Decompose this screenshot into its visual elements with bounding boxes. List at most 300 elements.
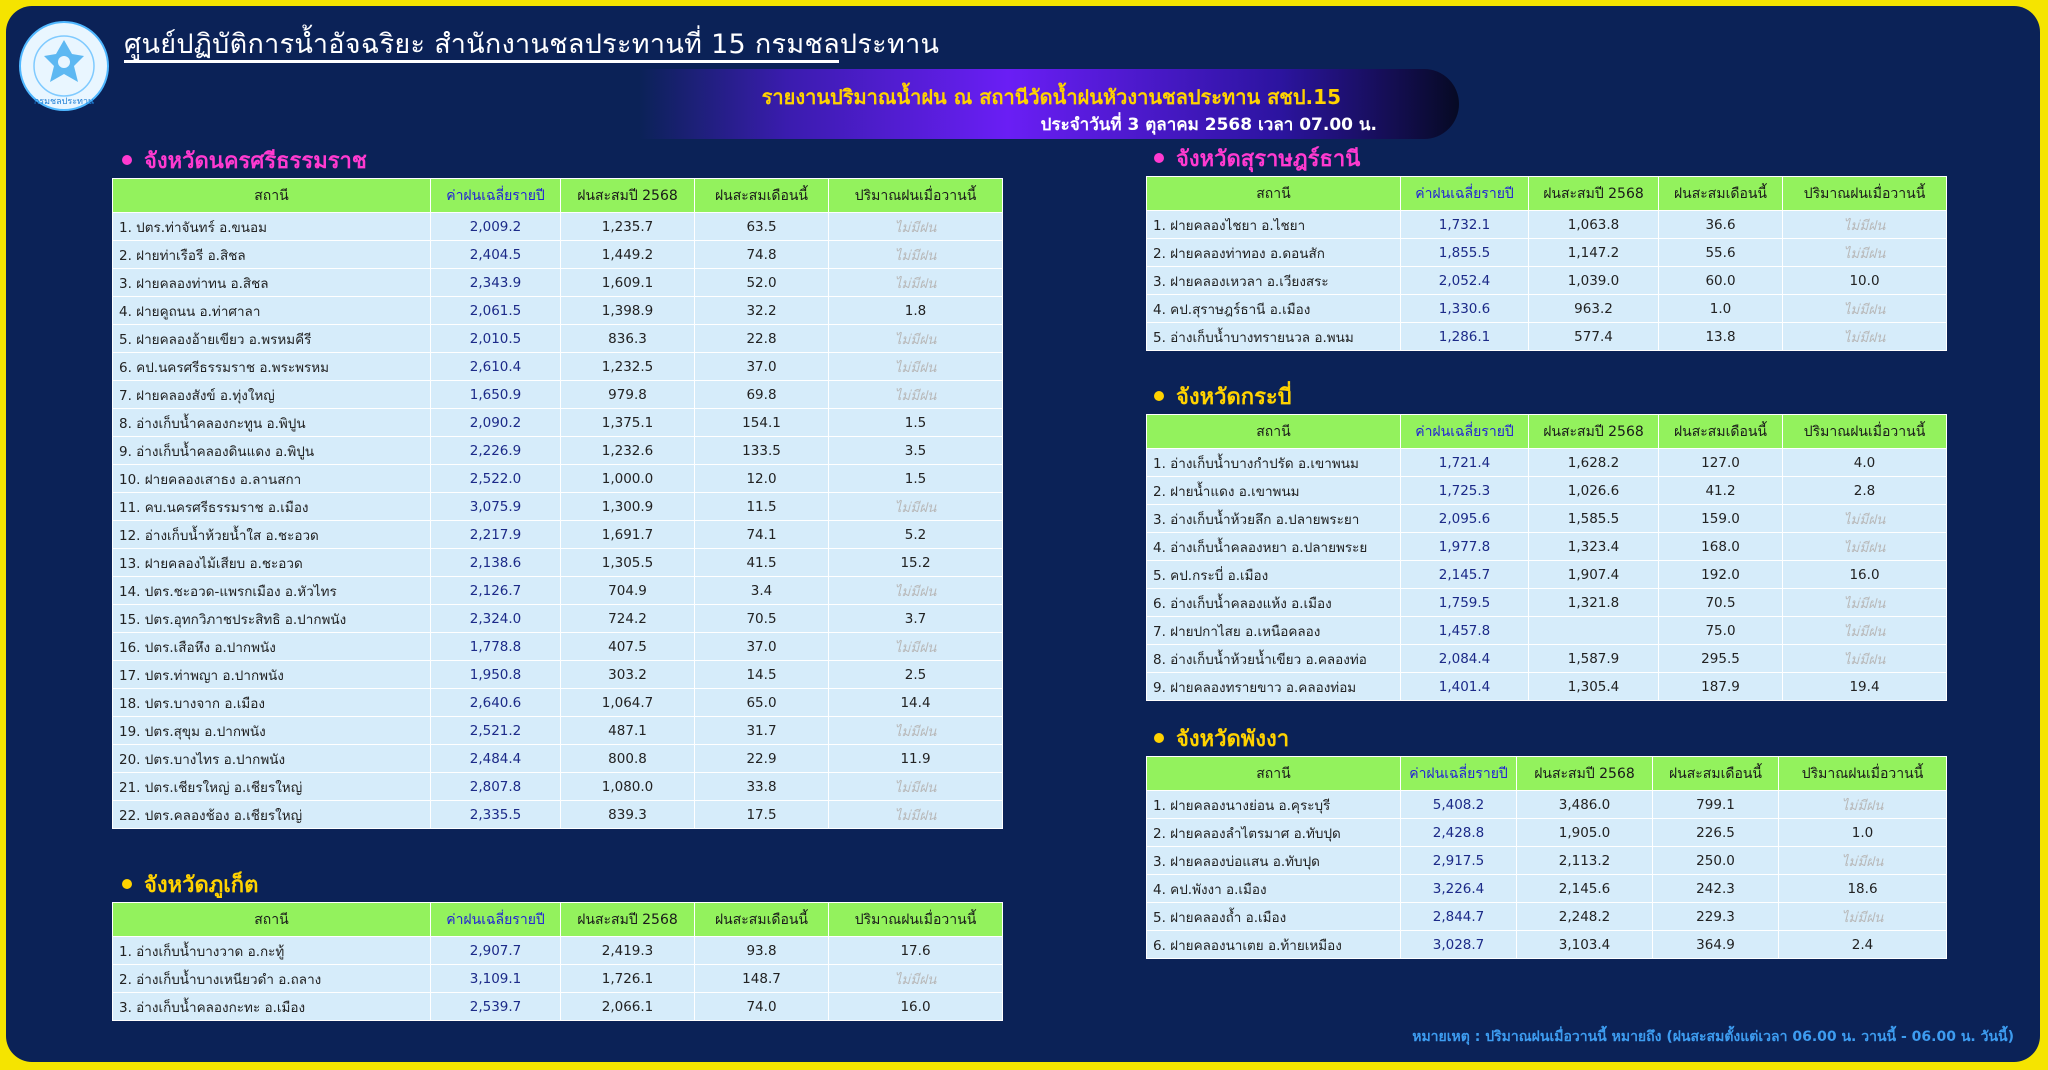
year-accumulated: 1,305.5 xyxy=(561,549,695,577)
year-accumulated: 1,039.0 xyxy=(1529,267,1659,295)
station-name: 3. อ่างเก็บน้ำคลองกะทะ อ.เมือง xyxy=(113,993,431,1021)
month-accumulated-header: ฝนสะสมเดือนนี้ xyxy=(1659,177,1783,211)
station-name: 21. ปตร.เชียรใหญ่ อ.เชียรใหญ่ xyxy=(113,773,431,801)
table-row xyxy=(113,745,1003,773)
yesterday-rain: ไม่มีฝน xyxy=(1783,239,1947,267)
bullet-icon xyxy=(1154,153,1164,163)
yesterday-rain: ไม่มีฝน xyxy=(1779,791,1947,819)
annual-average: 2,090.2 xyxy=(431,409,561,437)
annual-average: 2,907.7 xyxy=(431,937,561,965)
yesterday-rain: ไม่มีฝน xyxy=(829,633,1003,661)
station-name: 9. อ่างเก็บน้ำคลองดินแดง อ.พิปูน xyxy=(113,437,431,465)
year-accumulated: 577.4 xyxy=(1529,323,1659,351)
section-phang-nga xyxy=(1146,720,1947,959)
organization-title: ศูนย์ปฏิบัติการน้ำอัจฉริยะ สำนักงานชลประทานที่ 15 กรมชลประทาน xyxy=(124,29,940,60)
annual-average: 2,217.9 xyxy=(431,521,561,549)
annual-average: 1,977.8 xyxy=(1401,533,1529,561)
year-accumulated: 1,609.1 xyxy=(561,269,695,297)
month-accumulated: 13.8 xyxy=(1659,323,1783,351)
table-row xyxy=(1147,267,1947,295)
section-nakhon-si-thammarat xyxy=(112,142,1003,829)
year-accumulated: 1,587.9 xyxy=(1529,645,1659,673)
annual-average: 2,010.5 xyxy=(431,325,561,353)
year-accumulated: 2,066.1 xyxy=(561,993,695,1021)
month-accumulated: 154.1 xyxy=(695,409,829,437)
table-row xyxy=(113,297,1003,325)
annual-average: 2,917.5 xyxy=(1401,847,1517,875)
report-banner xyxy=(639,69,1459,139)
yesterday-rain: ไม่มีฝน xyxy=(1783,645,1947,673)
month-accumulated: 250.0 xyxy=(1653,847,1779,875)
section-surat-thani xyxy=(1146,140,1947,351)
yesterday-rain: ไม่มีฝน xyxy=(829,381,1003,409)
annual-average-header: ค่าฝนเฉลี่ยรายปี xyxy=(1401,415,1529,449)
yesterday-rain: 19.4 xyxy=(1783,673,1947,701)
station-header: สถานี xyxy=(1147,177,1401,211)
station-name: 7. ฝายปกาไสย อ.เหนือคลอง xyxy=(1147,617,1401,645)
month-accumulated: 69.8 xyxy=(695,381,829,409)
year-accumulated: 1,063.8 xyxy=(1529,211,1659,239)
annual-average-header: ค่าฝนเฉลี่ยรายปี xyxy=(431,179,561,213)
year-accumulated: 2,248.2 xyxy=(1517,903,1653,931)
table-row xyxy=(113,993,1003,1021)
bullet-icon xyxy=(122,879,132,889)
month-accumulated: 14.5 xyxy=(695,661,829,689)
year-accumulated: 407.5 xyxy=(561,633,695,661)
station-name: 1. ปตร.ท่าจันทร์ อ.ขนอม xyxy=(113,213,431,241)
yesterday-rain-header: ปริมาณฝนเมื่อวานนี้ xyxy=(1779,757,1947,791)
annual-average: 2,061.5 xyxy=(431,297,561,325)
annual-average: 2,126.7 xyxy=(431,577,561,605)
yesterday-rain-header: ปริมาณฝนเมื่อวานนี้ xyxy=(829,179,1003,213)
station-name: 9. ฝายคลองทรายขาว อ.คลองท่อม xyxy=(1147,673,1401,701)
annual-average: 3,028.7 xyxy=(1401,931,1517,959)
table-row xyxy=(1147,589,1947,617)
month-accumulated: 295.5 xyxy=(1659,645,1783,673)
year-accumulated: 1,398.9 xyxy=(561,297,695,325)
station-header: สถานี xyxy=(1147,415,1401,449)
rainfall-table xyxy=(112,902,1003,1021)
bullet-icon xyxy=(1154,391,1164,401)
year-accumulated: 1,585.5 xyxy=(1529,505,1659,533)
table-row xyxy=(1147,645,1947,673)
month-accumulated-header: ฝนสะสมเดือนนี้ xyxy=(695,903,829,937)
station-name: 2. ฝายคลองท่าทอง อ.ดอนสัก xyxy=(1147,239,1401,267)
province-title: จังหวัดกระบี่ xyxy=(1176,384,1292,410)
year-accumulated: 1,064.7 xyxy=(561,689,695,717)
year-accumulated: 1,147.2 xyxy=(1529,239,1659,267)
year-accumulated: 1,232.6 xyxy=(561,437,695,465)
annual-average: 2,404.5 xyxy=(431,241,561,269)
month-accumulated: 148.7 xyxy=(695,965,829,993)
annual-average-header: ค่าฝนเฉลี่ยรายปี xyxy=(1401,177,1529,211)
table-row xyxy=(113,437,1003,465)
yesterday-rain: ไม่มีฝน xyxy=(829,773,1003,801)
table-row xyxy=(1147,239,1947,267)
station-name: 16. ปตร.เสือหึง อ.ปากพนัง xyxy=(113,633,431,661)
table-row xyxy=(1147,295,1947,323)
annual-average: 1,330.6 xyxy=(1401,295,1529,323)
year-accumulated: 839.3 xyxy=(561,801,695,829)
station-name: 5. คป.กระบี่ อ.เมือง xyxy=(1147,561,1401,589)
section-krabi xyxy=(1146,378,1947,701)
royal-irrigation-logo xyxy=(18,20,110,112)
month-accumulated: 159.0 xyxy=(1659,505,1783,533)
station-name: 18. ปตร.บางจาก อ.เมือง xyxy=(113,689,431,717)
annual-average: 2,095.6 xyxy=(1401,505,1529,533)
table-row xyxy=(113,269,1003,297)
table-row xyxy=(113,773,1003,801)
annual-average: 1,286.1 xyxy=(1401,323,1529,351)
table-row xyxy=(113,465,1003,493)
annual-average: 2,226.9 xyxy=(431,437,561,465)
table-row xyxy=(113,381,1003,409)
yesterday-rain: ไม่มีฝน xyxy=(829,717,1003,745)
yesterday-rain: ไม่มีฝน xyxy=(829,241,1003,269)
station-name: 17. ปตร.ท่าพญา อ.ปากพนัง xyxy=(113,661,431,689)
yesterday-rain: 14.4 xyxy=(829,689,1003,717)
yesterday-rain: ไม่มีฝน xyxy=(1783,505,1947,533)
yesterday-rain: ไม่มีฝน xyxy=(1783,589,1947,617)
month-accumulated: 3.4 xyxy=(695,577,829,605)
annual-average: 1,950.8 xyxy=(431,661,561,689)
station-name: 5. ฝายคลองถ้ำ อ.เมือง xyxy=(1147,903,1401,931)
province-title: จังหวัดสุราษฎร์ธานี xyxy=(1176,146,1361,172)
table-row xyxy=(113,801,1003,829)
yesterday-rain: ไม่มีฝน xyxy=(829,353,1003,381)
month-accumulated-header: ฝนสะสมเดือนนี้ xyxy=(1659,415,1783,449)
yesterday-rain: 4.0 xyxy=(1783,449,1947,477)
yesterday-rain: 1.5 xyxy=(829,465,1003,493)
yesterday-rain: ไม่มีฝน xyxy=(1779,847,1947,875)
year-accumulated: 1,323.4 xyxy=(1529,533,1659,561)
annual-average: 2,521.2 xyxy=(431,717,561,745)
year-accumulated: 3,486.0 xyxy=(1517,791,1653,819)
yesterday-rain: 15.2 xyxy=(829,549,1003,577)
section-phuket xyxy=(112,866,1003,1021)
table-row xyxy=(1147,617,1947,645)
year-accumulated: 704.9 xyxy=(561,577,695,605)
station-name: 4. อ่างเก็บน้ำคลองหยา อ.ปลายพระย xyxy=(1147,533,1401,561)
table-row xyxy=(1147,875,1947,903)
station-name: 8. อ่างเก็บน้ำคลองกะทูน อ.พิปูน xyxy=(113,409,431,437)
table-row xyxy=(113,353,1003,381)
year-accumulated: 1,628.2 xyxy=(1529,449,1659,477)
annual-average: 3,075.9 xyxy=(431,493,561,521)
year-accumulated: 1,449.2 xyxy=(561,241,695,269)
year-accumulated: 1,300.9 xyxy=(561,493,695,521)
annual-average: 2,484.4 xyxy=(431,745,561,773)
year-accumulated: 1,235.7 xyxy=(561,213,695,241)
province-title: จังหวัดภูเก็ต xyxy=(144,872,259,898)
station-name: 2. ฝายน้ำแดง อ.เขาพนม xyxy=(1147,477,1401,505)
annual-average: 2,009.2 xyxy=(431,213,561,241)
annual-average: 2,335.5 xyxy=(431,801,561,829)
month-accumulated: 60.0 xyxy=(1659,267,1783,295)
annual-average-header: ค่าฝนเฉลี่ยรายปี xyxy=(1401,757,1517,791)
month-accumulated: 65.0 xyxy=(695,689,829,717)
month-accumulated: 226.5 xyxy=(1653,819,1779,847)
report-title: รายงานปริมาณน้ำฝน ณ สถานีวัดน้ำฝนหัวงานชลประทาน สชป.15 xyxy=(761,85,1341,109)
yesterday-rain: ไม่มีฝน xyxy=(1783,211,1947,239)
table-row xyxy=(1147,533,1947,561)
table-row xyxy=(113,409,1003,437)
month-accumulated: 52.0 xyxy=(695,269,829,297)
yesterday-rain: ไม่มีฝน xyxy=(829,493,1003,521)
yesterday-rain-header: ปริมาณฝนเมื่อวานนี้ xyxy=(1783,177,1947,211)
month-accumulated: 63.5 xyxy=(695,213,829,241)
section-heading xyxy=(1146,378,1947,414)
station-name: 4. คป.พังงา อ.เมือง xyxy=(1147,875,1401,903)
yesterday-rain: 1.0 xyxy=(1779,819,1947,847)
yesterday-rain: 3.5 xyxy=(829,437,1003,465)
annual-average: 2,522.0 xyxy=(431,465,561,493)
station-name: 4. คป.สุราษฎร์ธานี อ.เมือง xyxy=(1147,295,1401,323)
table-row xyxy=(1147,931,1947,959)
table-header-row xyxy=(1147,415,1947,449)
month-accumulated: 41.5 xyxy=(695,549,829,577)
year-accumulated: 1,907.4 xyxy=(1529,561,1659,589)
annual-average: 2,052.4 xyxy=(1401,267,1529,295)
month-accumulated: 11.5 xyxy=(695,493,829,521)
yesterday-rain: 16.0 xyxy=(1783,561,1947,589)
annual-average: 3,109.1 xyxy=(431,965,561,993)
annual-average: 2,844.7 xyxy=(1401,903,1517,931)
annual-average-header: ค่าฝนเฉลี่ยรายปี xyxy=(431,903,561,937)
yesterday-rain: 2.5 xyxy=(829,661,1003,689)
annual-average: 3,226.4 xyxy=(1401,875,1517,903)
station-name: 10. ฝายคลองเสาธง อ.ลานสกา xyxy=(113,465,431,493)
annual-average: 1,457.8 xyxy=(1401,617,1529,645)
table-row xyxy=(1147,847,1947,875)
year-accumulated: 1,905.0 xyxy=(1517,819,1653,847)
yesterday-rain: 18.6 xyxy=(1779,875,1947,903)
year-accumulated: 303.2 xyxy=(561,661,695,689)
annual-average: 1,721.4 xyxy=(1401,449,1529,477)
station-name: 6. อ่างเก็บน้ำคลองแห้ง อ.เมือง xyxy=(1147,589,1401,617)
month-accumulated: 12.0 xyxy=(695,465,829,493)
table-row xyxy=(1147,673,1947,701)
yesterday-rain: 5.2 xyxy=(829,521,1003,549)
rainfall-table xyxy=(1146,756,1947,959)
month-accumulated: 1.0 xyxy=(1659,295,1783,323)
station-name: 1. ฝายคลองไชยา อ.ไชยา xyxy=(1147,211,1401,239)
table-row xyxy=(1147,819,1947,847)
year-accumulated xyxy=(1529,617,1659,645)
station-name: 3. ฝายคลองท่าทน อ.สิชล xyxy=(113,269,431,297)
month-accumulated: 70.5 xyxy=(1659,589,1783,617)
annual-average: 1,732.1 xyxy=(1401,211,1529,239)
table-row xyxy=(113,549,1003,577)
table-row xyxy=(113,213,1003,241)
month-accumulated-header: ฝนสะสมเดือนนี้ xyxy=(1653,757,1779,791)
year-accumulated-header: ฝนสะสมปี 2568 xyxy=(561,903,695,937)
year-accumulated: 963.2 xyxy=(1529,295,1659,323)
station-header: สถานี xyxy=(1147,757,1401,791)
section-heading xyxy=(112,866,1003,902)
yesterday-rain: ไม่มีฝน xyxy=(829,213,1003,241)
annual-average: 5,408.2 xyxy=(1401,791,1517,819)
month-accumulated: 799.1 xyxy=(1653,791,1779,819)
month-accumulated: 127.0 xyxy=(1659,449,1783,477)
station-name: 5. อ่างเก็บน้ำบางทรายนวล อ.พนม xyxy=(1147,323,1401,351)
year-accumulated: 1,305.4 xyxy=(1529,673,1659,701)
table-row xyxy=(113,493,1003,521)
title-underline xyxy=(124,60,839,63)
annual-average: 1,725.3 xyxy=(1401,477,1529,505)
month-accumulated: 74.8 xyxy=(695,241,829,269)
station-name: 6. ฝายคลองนาเตย อ.ท้ายเหมือง xyxy=(1147,931,1401,959)
month-accumulated: 364.9 xyxy=(1653,931,1779,959)
yesterday-rain: 11.9 xyxy=(829,745,1003,773)
year-accumulated: 1,691.7 xyxy=(561,521,695,549)
year-accumulated: 836.3 xyxy=(561,325,695,353)
station-name: 2. ฝายคลองลำไตรมาศ อ.ทับปุด xyxy=(1147,819,1401,847)
station-name: 8. อ่างเก็บน้ำห้วยน้ำเขียว อ.คลองท่อ xyxy=(1147,645,1401,673)
table-row xyxy=(113,521,1003,549)
station-name: 12. อ่างเก็บน้ำห้วยน้ำใส อ.ชะอวด xyxy=(113,521,431,549)
yesterday-rain: ไม่มีฝน xyxy=(829,965,1003,993)
annual-average: 2,640.6 xyxy=(431,689,561,717)
yesterday-rain: ไม่มีฝน xyxy=(1779,903,1947,931)
year-accumulated: 2,145.6 xyxy=(1517,875,1653,903)
month-accumulated: 36.6 xyxy=(1659,211,1783,239)
yesterday-rain: 2.4 xyxy=(1779,931,1947,959)
yesterday-rain: 3.7 xyxy=(829,605,1003,633)
month-accumulated: 37.0 xyxy=(695,353,829,381)
station-name: 3. ฝายคลองบ่อแสน อ.ทับปุด xyxy=(1147,847,1401,875)
table-row xyxy=(1147,903,1947,931)
month-accumulated-header: ฝนสะสมเดือนนี้ xyxy=(695,179,829,213)
annual-average: 2,145.7 xyxy=(1401,561,1529,589)
table-header-row xyxy=(113,179,1003,213)
annual-average: 2,343.9 xyxy=(431,269,561,297)
yesterday-rain-header: ปริมาณฝนเมื่อวานนี้ xyxy=(1783,415,1947,449)
report-date: ประจำวันที่ 3 ตุลาคม 2568 เวลา 07.00 น. xyxy=(1040,115,1377,135)
year-accumulated: 3,103.4 xyxy=(1517,931,1653,959)
year-accumulated: 487.1 xyxy=(561,717,695,745)
month-accumulated: 192.0 xyxy=(1659,561,1783,589)
yesterday-rain: 16.0 xyxy=(829,993,1003,1021)
station-name: 11. คบ.นครศรีธรรมราช อ.เมือง xyxy=(113,493,431,521)
station-name: 4. ฝายคูถนน อ.ท่าศาลา xyxy=(113,297,431,325)
table-row xyxy=(113,937,1003,965)
yesterday-rain: ไม่มีฝน xyxy=(1783,533,1947,561)
yesterday-rain: ไม่มีฝน xyxy=(829,577,1003,605)
bullet-icon xyxy=(122,155,132,165)
bullet-icon xyxy=(1154,733,1164,743)
station-name: 20. ปตร.บางไทร อ.ปากพนัง xyxy=(113,745,431,773)
yesterday-rain: ไม่มีฝน xyxy=(1783,295,1947,323)
station-name: 2. ฝายท่าเรือรี อ.สิชล xyxy=(113,241,431,269)
station-name: 14. ปตร.ชะอวด-แพรกเมือง อ.หัวไทร xyxy=(113,577,431,605)
section-heading xyxy=(112,142,1003,178)
month-accumulated: 187.9 xyxy=(1659,673,1783,701)
year-accumulated: 2,419.3 xyxy=(561,937,695,965)
station-name: 1. ฝายคลองนางย่อน อ.คุระบุรี xyxy=(1147,791,1401,819)
annual-average: 2,324.0 xyxy=(431,605,561,633)
station-header: สถานี xyxy=(113,179,431,213)
month-accumulated: 37.0 xyxy=(695,633,829,661)
yesterday-rain: ไม่มีฝน xyxy=(829,269,1003,297)
annual-average: 1,759.5 xyxy=(1401,589,1529,617)
table-row xyxy=(1147,477,1947,505)
annual-average: 2,539.7 xyxy=(431,993,561,1021)
table-row xyxy=(113,605,1003,633)
annual-average: 1,650.9 xyxy=(431,381,561,409)
table-header-row xyxy=(113,903,1003,937)
table-row xyxy=(113,661,1003,689)
section-heading xyxy=(1146,140,1947,176)
year-accumulated: 1,232.5 xyxy=(561,353,695,381)
year-accumulated: 800.8 xyxy=(561,745,695,773)
rainfall-table xyxy=(112,178,1003,829)
table-row xyxy=(113,689,1003,717)
station-name: 1. อ่างเก็บน้ำบางกำปรัด อ.เขาพนม xyxy=(1147,449,1401,477)
station-name: 22. ปตร.คลองช้อง อ.เชียรใหญ่ xyxy=(113,801,431,829)
rainfall-table xyxy=(1146,414,1947,701)
annual-average: 2,084.4 xyxy=(1401,645,1529,673)
section-heading xyxy=(1146,720,1947,756)
year-accumulated-header: ฝนสะสมปี 2568 xyxy=(1517,757,1653,791)
year-accumulated: 724.2 xyxy=(561,605,695,633)
month-accumulated: 168.0 xyxy=(1659,533,1783,561)
station-name: 3. ฝายคลองเหวลา อ.เวียงสระ xyxy=(1147,267,1401,295)
month-accumulated: 75.0 xyxy=(1659,617,1783,645)
station-name: 6. คป.นครศรีธรรมราช อ.พระพรหม xyxy=(113,353,431,381)
station-name: 5. ฝายคลองอ้ายเขียว อ.พรหมคีรี xyxy=(113,325,431,353)
yesterday-rain: 1.8 xyxy=(829,297,1003,325)
table-row xyxy=(1147,323,1947,351)
station-name: 3. อ่างเก็บน้ำห้วยลึก อ.ปลายพระยา xyxy=(1147,505,1401,533)
year-accumulated: 1,080.0 xyxy=(561,773,695,801)
province-title: จังหวัดนครศรีธรรมราช xyxy=(144,148,367,174)
year-accumulated: 1,726.1 xyxy=(561,965,695,993)
year-accumulated: 1,026.6 xyxy=(1529,477,1659,505)
station-name: 13. ฝายคลองไม้เสียบ อ.ชะอวด xyxy=(113,549,431,577)
station-name: 15. ปตร.อุทกวิภาชประสิทธิ อ.ปากพนัง xyxy=(113,605,431,633)
month-accumulated: 70.5 xyxy=(695,605,829,633)
yesterday-rain-header: ปริมาณฝนเมื่อวานนี้ xyxy=(829,903,1003,937)
month-accumulated: 133.5 xyxy=(695,437,829,465)
yesterday-rain: 17.6 xyxy=(829,937,1003,965)
year-accumulated: 1,375.1 xyxy=(561,409,695,437)
table-row xyxy=(1147,211,1947,239)
annual-average: 2,610.4 xyxy=(431,353,561,381)
month-accumulated: 22.9 xyxy=(695,745,829,773)
yesterday-rain: ไม่มีฝน xyxy=(829,801,1003,829)
table-row xyxy=(113,965,1003,993)
station-name: 7. ฝายคลองสังข์ อ.ทุ่งใหญ่ xyxy=(113,381,431,409)
report-frame xyxy=(6,6,2040,1062)
year-accumulated: 1,000.0 xyxy=(561,465,695,493)
year-accumulated: 2,113.2 xyxy=(1517,847,1653,875)
table-row xyxy=(113,325,1003,353)
station-header: สถานี xyxy=(113,903,431,937)
month-accumulated: 55.6 xyxy=(1659,239,1783,267)
year-accumulated-header: ฝนสะสมปี 2568 xyxy=(1529,415,1659,449)
month-accumulated: 242.3 xyxy=(1653,875,1779,903)
month-accumulated: 17.5 xyxy=(695,801,829,829)
table-row xyxy=(113,717,1003,745)
table-row xyxy=(113,577,1003,605)
month-accumulated: 74.0 xyxy=(695,993,829,1021)
month-accumulated: 93.8 xyxy=(695,937,829,965)
month-accumulated: 74.1 xyxy=(695,521,829,549)
table-row xyxy=(113,633,1003,661)
month-accumulated: 32.2 xyxy=(695,297,829,325)
month-accumulated: 41.2 xyxy=(1659,477,1783,505)
